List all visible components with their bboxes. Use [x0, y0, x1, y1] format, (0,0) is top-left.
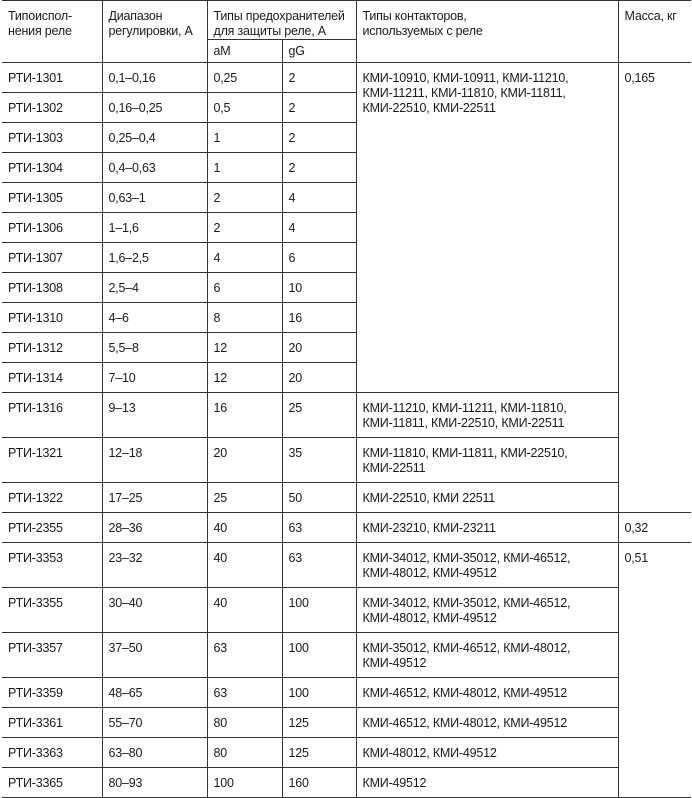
table-row — [2, 513, 691, 543]
cell-contactors: КМИ-11810, КМИ-11811, КМИ-22510, КМИ-22511 — [356, 438, 618, 483]
cell-fuse-gg: 2 — [282, 123, 356, 153]
table-body — [2, 63, 691, 798]
table-row — [2, 633, 691, 678]
cell-range: 7–10 — [102, 363, 207, 393]
header-fuses: Типы предохранителей для защиты реле, А — [207, 1, 356, 40]
cell-range: 17–25 — [102, 483, 207, 513]
cell-model: РТИ-3353 — [2, 543, 102, 588]
cell-fuse-gg: 100 — [282, 678, 356, 708]
cell-model: РТИ-1304 — [2, 153, 102, 183]
table-row — [2, 588, 691, 633]
header-model: Типоиспол- нения реле — [2, 1, 102, 63]
relay-spec-table — [2, 0, 691, 798]
cell-range: 48–65 — [102, 678, 207, 708]
cell-model: РТИ-1316 — [2, 393, 102, 438]
cell-fuse-gg: 16 — [282, 303, 356, 333]
cell-fuse-am: 40 — [207, 543, 282, 588]
cell-model: РТИ-1306 — [2, 213, 102, 243]
cell-fuse-gg: 35 — [282, 438, 356, 483]
cell-contactors: КМИ-35012, КМИ-46512, КМИ-48012, КМИ-49512 — [356, 633, 618, 678]
cell-range: 5,5–8 — [102, 333, 207, 363]
cell-fuse-gg: 125 — [282, 738, 356, 768]
cell-fuse-gg: 100 — [282, 588, 356, 633]
cell-fuse-am: 12 — [207, 363, 282, 393]
cell-fuse-gg: 25 — [282, 393, 356, 438]
cell-fuse-gg: 20 — [282, 363, 356, 393]
cell-model: РТИ-3359 — [2, 678, 102, 708]
cell-range: 37–50 — [102, 633, 207, 678]
cell-range: 1,6–2,5 — [102, 243, 207, 273]
cell-fuse-gg: 125 — [282, 708, 356, 738]
cell-model: РТИ-3363 — [2, 738, 102, 768]
cell-range: 23–32 — [102, 543, 207, 588]
cell-fuse-am: 4 — [207, 243, 282, 273]
cell-fuse-gg: 50 — [282, 483, 356, 513]
cell-model: РТИ-1305 — [2, 183, 102, 213]
cell-range: 55–70 — [102, 708, 207, 738]
cell-fuse-gg: 4 — [282, 183, 356, 213]
cell-model: РТИ-2355 — [2, 513, 102, 543]
cell-fuse-am: 2 — [207, 183, 282, 213]
cell-fuse-am: 20 — [207, 438, 282, 483]
cell-fuse-am: 40 — [207, 588, 282, 633]
header-range: Диапазон регулировки, А — [102, 1, 207, 63]
cell-model: РТИ-1303 — [2, 123, 102, 153]
cell-range: 0,25–0,4 — [102, 123, 207, 153]
cell-range: 80–93 — [102, 768, 207, 798]
cell-fuse-am: 80 — [207, 708, 282, 738]
cell-range: 2,5–4 — [102, 273, 207, 303]
cell-model: РТИ-1307 — [2, 243, 102, 273]
cell-fuse-gg: 4 — [282, 213, 356, 243]
cell-fuse-am: 100 — [207, 768, 282, 798]
cell-range: 9–13 — [102, 393, 207, 438]
cell-fuse-gg: 20 — [282, 333, 356, 363]
table-header — [2, 1, 691, 63]
cell-fuse-gg: 2 — [282, 153, 356, 183]
cell-contactors: КМИ-48012, КМИ-49512 — [356, 738, 618, 768]
cell-mass: 0,51 — [618, 543, 691, 798]
cell-model: РТИ-3365 — [2, 768, 102, 798]
cell-model: РТИ-1310 — [2, 303, 102, 333]
cell-fuse-am: 8 — [207, 303, 282, 333]
table-row — [2, 438, 691, 483]
cell-model: РТИ-1314 — [2, 363, 102, 393]
cell-fuse-am: 2 — [207, 213, 282, 243]
table-row — [2, 483, 691, 513]
cell-range: 0,4–0,63 — [102, 153, 207, 183]
cell-range: 28–36 — [102, 513, 207, 543]
cell-fuse-am: 63 — [207, 678, 282, 708]
cell-fuse-am: 25 — [207, 483, 282, 513]
cell-fuse-am: 80 — [207, 738, 282, 768]
cell-contactors: КМИ-46512, КМИ-48012, КМИ-49512 — [356, 678, 618, 708]
cell-fuse-am: 12 — [207, 333, 282, 363]
header-fuse-gg: gG — [282, 40, 356, 63]
cell-contactors: КМИ-10910, КМИ-10911, КМИ-11210, КМИ-11211, КМИ-11810, КМИ-11811, КМИ-22510, КМИ-22511 — [356, 63, 618, 393]
cell-model: РТИ-1302 — [2, 93, 102, 123]
cell-model: РТИ-1301 — [2, 63, 102, 93]
table-row — [2, 768, 691, 798]
cell-fuse-am: 1 — [207, 153, 282, 183]
cell-model: РТИ-1312 — [2, 333, 102, 363]
cell-contactors: КМИ-46512, КМИ-48012, КМИ-49512 — [356, 708, 618, 738]
cell-fuse-gg: 63 — [282, 513, 356, 543]
cell-contactors: КМИ-34012, КМИ-35012, КМИ-46512, КМИ-48012, КМИ-49512 — [356, 543, 618, 588]
cell-fuse-gg: 2 — [282, 93, 356, 123]
table-row — [2, 393, 691, 438]
cell-contactors: КМИ-23210, КМИ-23211 — [356, 513, 618, 543]
cell-model: РТИ-3361 — [2, 708, 102, 738]
header-contactors: Типы контакторов, используемых с реле — [356, 1, 618, 63]
cell-model: РТИ-3357 — [2, 633, 102, 678]
cell-model: РТИ-1308 — [2, 273, 102, 303]
cell-range: 12–18 — [102, 438, 207, 483]
cell-range: 63–80 — [102, 738, 207, 768]
cell-range: 0,16–0,25 — [102, 93, 207, 123]
cell-fuse-gg: 6 — [282, 243, 356, 273]
cell-fuse-am: 0,5 — [207, 93, 282, 123]
cell-fuse-am: 40 — [207, 513, 282, 543]
table-row — [2, 543, 691, 588]
cell-contactors: КМИ-34012, КМИ-35012, КМИ-46512, КМИ-48012, КМИ-49512 — [356, 588, 618, 633]
cell-fuse-gg: 10 — [282, 273, 356, 303]
table-row — [2, 63, 691, 93]
cell-range: 30–40 — [102, 588, 207, 633]
cell-contactors: КМИ-49512 — [356, 768, 618, 798]
table-row — [2, 678, 691, 708]
cell-fuse-gg: 100 — [282, 633, 356, 678]
cell-mass: 0,32 — [618, 513, 691, 543]
cell-fuse-am: 63 — [207, 633, 282, 678]
cell-range: 0,63–1 — [102, 183, 207, 213]
cell-fuse-am: 0,25 — [207, 63, 282, 93]
header-fuse-am: aM — [207, 40, 282, 63]
table-row — [2, 708, 691, 738]
cell-fuse-gg: 2 — [282, 63, 356, 93]
table-row — [2, 738, 691, 768]
cell-contactors: КМИ-11210, КМИ-11211, КМИ-11810, КМИ-11811, КМИ-22510, КМИ-22511 — [356, 393, 618, 438]
cell-fuse-gg: 160 — [282, 768, 356, 798]
cell-model: РТИ-1322 — [2, 483, 102, 513]
cell-fuse-am: 6 — [207, 273, 282, 303]
cell-model: РТИ-1321 — [2, 438, 102, 483]
cell-range: 1–1,6 — [102, 213, 207, 243]
cell-model: РТИ-3355 — [2, 588, 102, 633]
cell-contactors: КМИ-22510, КМИ 22511 — [356, 483, 618, 513]
cell-fuse-am: 16 — [207, 393, 282, 438]
cell-fuse-gg: 63 — [282, 543, 356, 588]
cell-range: 0,1–0,16 — [102, 63, 207, 93]
cell-fuse-am: 1 — [207, 123, 282, 153]
cell-mass: 0,165 — [618, 63, 691, 513]
cell-range: 4–6 — [102, 303, 207, 333]
header-mass: Масса, кг — [618, 1, 691, 63]
